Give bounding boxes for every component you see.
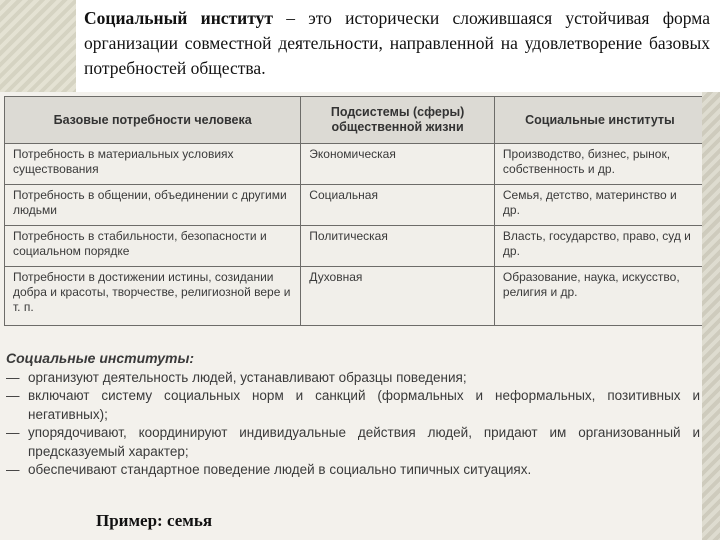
table-cell: Власть, государство, право, суд и др. [494, 226, 705, 267]
table-row [5, 226, 706, 267]
list-item [6, 424, 700, 461]
decorative-band [702, 92, 720, 540]
list-item [6, 387, 700, 424]
term: Социальный институт [84, 8, 273, 28]
column-header-spheres: Подсистемы (сферы) общественной жизни [301, 97, 495, 144]
decorative-band [0, 0, 76, 92]
definition-text: – это исторически сложившаяся устойчивая форма организации совместной деятельности, направленной на удовлетворение базовых потребностей общества. [84, 8, 710, 78]
table-cell: Духовная [301, 267, 495, 326]
table-cell: Потребности в достижении истины, созидании добра и красоты, творчестве, религиозной вере и т. п. [5, 267, 301, 326]
list-item [6, 461, 700, 480]
scanned-page [0, 92, 720, 540]
table-cell: Семья, детство, материнство и др. [494, 185, 705, 226]
table-cell: Потребность в стабильности, безопасности и социальном порядке [5, 226, 301, 267]
table-row [5, 185, 706, 226]
list-item [6, 369, 700, 388]
list-item-text: организуют деятельность людей, устанавливают образцы поведения; [28, 369, 467, 385]
functions-title: Социальные институты: [6, 350, 195, 366]
column-header-institutions: Социальные институты [494, 97, 705, 144]
dash-marker: — [6, 425, 20, 440]
table-cell: Производство, бизнес, рынок, собственность и др. [494, 144, 705, 185]
table-cell: Социальная [301, 185, 495, 226]
needs-table [4, 96, 706, 326]
table-cell: Потребность в материальных условиях существования [5, 144, 301, 185]
list-item-text: включают систему социальных норм и санкций (формальных и неформальных, позитивных и негативных); [28, 388, 700, 422]
table-cell: Потребность в общении, объединении с другими людьми [5, 185, 301, 226]
functions-list [6, 349, 700, 480]
list-item-text: упорядочивают, координируют индивидуальные действия людей, придают им организованный и предсказуемый характер; [28, 425, 700, 459]
table-cell: Образование, наука, искусство, религия и др. [494, 267, 705, 326]
dash-marker: — [6, 388, 20, 403]
definition-paragraph [84, 6, 710, 81]
dash-marker: — [6, 462, 20, 477]
list-item-text: обеспечивают стандартное поведение людей в социально типичных ситуациях. [28, 462, 532, 477]
example-caption: Пример: семья [96, 511, 213, 530]
table-row [5, 267, 706, 326]
column-header-needs: Базовые потребности человека [5, 97, 301, 144]
table-header-row [5, 97, 706, 144]
table-row [5, 144, 706, 185]
table-cell: Политическая [301, 226, 495, 267]
dash-marker: — [6, 369, 20, 385]
table-cell: Экономическая [301, 144, 495, 185]
